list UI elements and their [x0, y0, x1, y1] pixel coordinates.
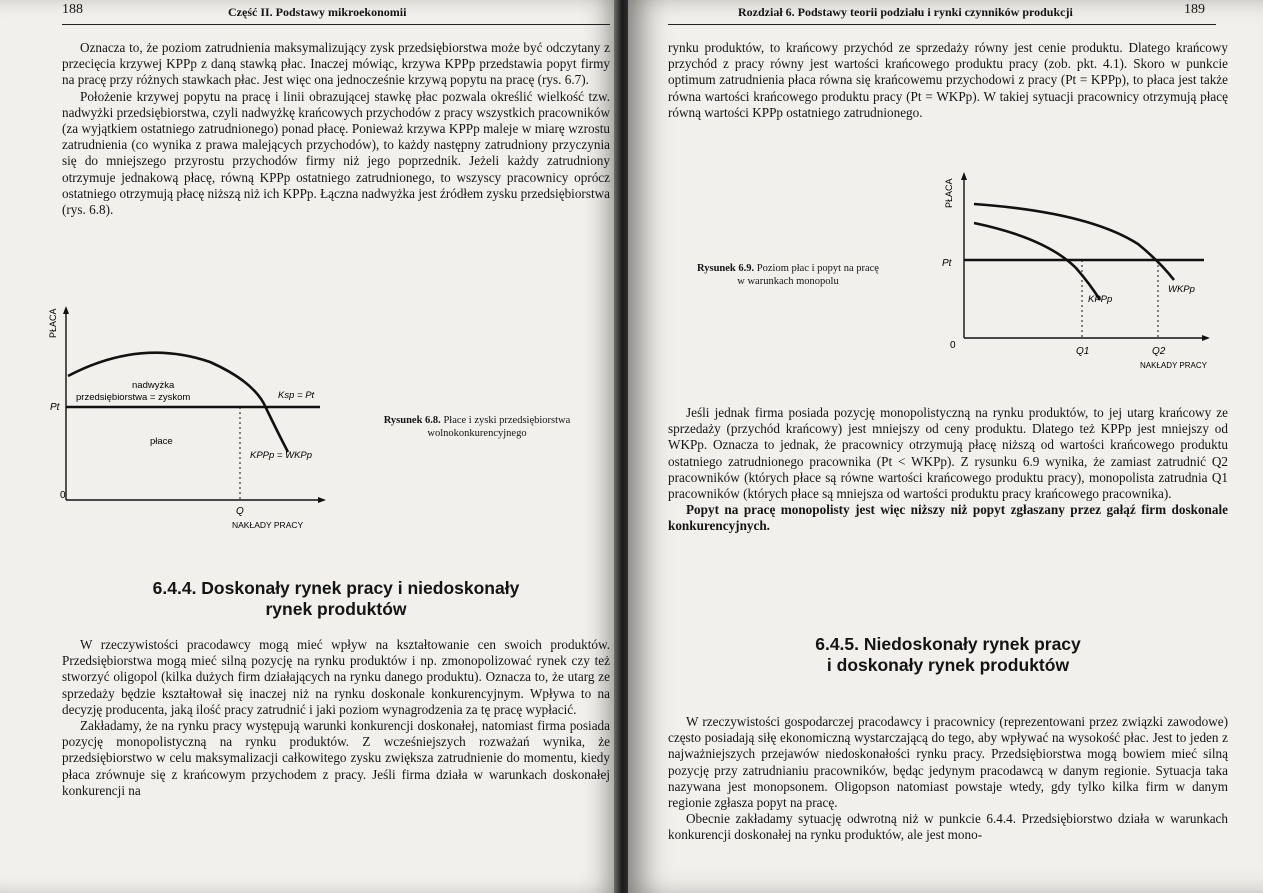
paragraph: Jeśli jednak firma posiada pozycję monopolistyczną na rynku produktów, to jej utarg krańcowy ze sprzedaży (przychód krańcowy) jest mniejszy od ceny produktu. Dlatego też KPPp jest mniejszy od WKPp. Oznacza to jednak, że pracownicy otrzymują płacę niższą od wartości krańcowego produktu ostatniego zatrudnionego pracownika (Pt < WKPp). Z rysunku 6.9 wynika, że zamiast zatrudnić Q2 pracowników (których płace są równe wartości krańcowego produktu pracy), monopolista zatrudnia Q1 pracowników (których płace są mniejsza od wartości produktu pracy krańcowego pracownika). [668, 405, 1228, 502]
q2-label: Q2 [1152, 346, 1166, 357]
wkp-label: WKPp [1168, 284, 1195, 295]
right-middle-text [668, 405, 1228, 535]
x-axis-label: NAKŁADY PRACY [232, 520, 304, 530]
paragraph: Zakładamy, że na rynku pracy występują warunki konkurencji doskonałej, natomiast firma posiada pozycję monopolistyczną na rynku produktów. Z wcześniejszych rozważań wynika, że przedsiębiorstwo w celu maksymalizacji całkowitego zysku zwiększa zatrudnienie do momentu, kiedy płaca zrównuje się z krańcowym przychodem z pracy. Jeśli firma działa w warunkach doskonałej konkurencji na [62, 718, 610, 798]
surplus-label-1: nadwyżka [132, 380, 175, 391]
right-bottom-text [668, 714, 1228, 844]
right-page [628, 0, 1263, 893]
left-page [0, 0, 618, 893]
heading-line2: rynek produktów [265, 599, 407, 619]
heading-line1: 6.4.4. Doskonały rynek pracy i niedoskonały [152, 578, 520, 598]
y-axis-label: PŁACA [944, 178, 954, 208]
paragraph: W rzeczywistości gospodarczej pracodawcy i pracownicy (reprezentowani przez związki zawodowe) często posiadają siłę ekonomiczną wystarczającą do tego, aby wpływać na wysokość płac. Jest to jeden z najważniejszych przejawów niedoskonałości rynku pracy. Przedsiębiorstwa mogą bowiem mieć silną pozycję przy zatrudnianiu pracowników, będąc jedynym pracodawcą w danym regionie. Sytuacja taka nazywana jest monopsonem. Oligopson natomiast powstaje wtedy, gdy tylko kilka firm w danym regionie zgłasza popyt na pracę. [668, 714, 1228, 811]
y-axis-label: PŁACA [48, 308, 58, 338]
kpp-label: KPPp [1088, 294, 1113, 305]
origin-label: 0 [60, 490, 66, 501]
figure-6-9-caption [658, 262, 918, 288]
right-page-number: 189 [1184, 2, 1205, 17]
left-running-head: Część II. Podstawy mikroekonomii [228, 5, 407, 19]
left-header-rule [62, 24, 610, 25]
figure-6-9 [928, 168, 1238, 378]
section-heading-6-4-5 [668, 634, 1228, 676]
paragraph-bold: Popyt na pracę monopolisty jest więc niższy niż popyt zgłaszany przez gałąź firm doskonale konkurencyjnych. [668, 502, 1228, 534]
wage-label: Pt [50, 402, 60, 413]
caption-line2: wolnokonkurencyjnego [427, 428, 527, 439]
right-header-rule [668, 24, 1216, 25]
origin-label: 0 [950, 340, 956, 351]
caption-line1: Poziom płac i popyt na pracę [756, 263, 879, 274]
paragraph: W rzeczywistości pracodawcy mogą mieć wpływ na kształtowanie cen swoich produktów. Przedsiębiorstwa mogą mieć silną pozycję na rynku produktów i np. zmonopolizować rynek czy też stworzyć oligopol (kilka dużych firm działających na rynku danego produktu). Oznacza to, że utarg ze sprzedaży będzie kształtował się inaczej niż na rynku doskonale konkurencyjnym. Wpływa to na decyzję producenta, jaką ilość pracy zatrudnić i jaki poziom wynagrodzenia za tę pracę wypłacić. [62, 637, 610, 717]
paragraph: Obecnie zakładamy sytuację odwrotną niż w punkcie 6.4.4. Przedsiębiorstwo działa w warunkach konkurencji doskonałej na rynku produktów, ale jest mono- [668, 811, 1228, 843]
paragraph: rynku produktów, to krańcowy przychód ze sprzedaży równy jest cenie produktu. Dlatego krańcowy przychód z pracy równy jest wartości krańcowego produktu pracy (zob. pkt. 4.1). Skoro w punkcie optimum zatrudnienia płaca równa się krańcowemu przychodowi z pracy (Pt = KPPp), to płaca jest także równa wartości krańcowego produktu pracy (Pt = WKPp). W takiej sytuacji pracownicy otrzymują płacę równą wartości KPPp ostatniego zatrudnionego. [668, 40, 1228, 120]
y-axis-arrow [961, 172, 967, 180]
caption-line1: Płace i zyski przedsiębiorstwa [443, 415, 571, 426]
left-bottom-text [62, 637, 610, 799]
figure-6-8 [40, 302, 340, 534]
figure-6-8-caption [342, 414, 612, 440]
heading-line1: 6.4.5. Niedoskonały rynek pracy [815, 634, 1081, 654]
wkp-curve [974, 204, 1174, 280]
caption-title: Rysunek 6.9. [697, 263, 755, 274]
x-axis-arrow [1202, 335, 1210, 341]
kpp-curve [974, 223, 1100, 300]
surplus-label-2: przedsiębiorstwa = zyskom [76, 392, 191, 403]
kpp-label: KPPp = WKPp [250, 450, 313, 461]
q1-label: Q1 [1076, 346, 1090, 357]
paragraph: Położenie krzywej popytu na pracę i linii obrazującej stawkę płac pozwala określić wielkość tzw. nadwyżki przedsiębiorstwa, czyli nadwyżkę krańcowych przychodów z pracy wszystkich pracowników (za wyjątkiem ostatniego zatrudnionego) ponad płacę. Ponieważ krzywa KPPp maleje w miarę wzrostu zatrudnienia (co wynika z prawa malejących przychodów), to każdy następny zatrudniony przyczynia się do mniejszego przyrostu przychodów firmy niż jego poprzednik. Jeżeli każdy zatrudniony otrzymuje jednakową płacę, równą KPPp ostatniego zatrudnionego, to wszyscy pracownicy oprócz ostatniego otrzymują płacę niższą niż ich KPPp. Łączna nadwyżka jest źródłem zysku przedsiębiorstwa (rys. 6.8). [62, 88, 610, 218]
wage-label: Pt [942, 258, 952, 269]
ksp-label: Ksp = Pt [278, 390, 315, 401]
right-running-head: Rozdział 6. Podstawy teorii podziału i rynki czynników produkcji [738, 5, 1073, 19]
wages-label: płace [150, 436, 173, 447]
q-label: Q [236, 506, 244, 517]
left-page-number: 188 [62, 2, 83, 17]
heading-line2: i doskonały rynek produktów [826, 655, 1070, 675]
y-axis-arrow [63, 306, 69, 314]
x-axis-arrow [318, 497, 326, 503]
x-axis-label: NAKŁADY PRACY [1140, 361, 1207, 370]
paragraph: Oznacza to, że poziom zatrudnienia maksymalizujący zysk przedsiębiorstwa może być odczytany z przecięcia krzywej KPPp z daną stawką płac. Inaczej mówiąc, krzywa KPPp przedstawia popyt firmy na pracę przy różnych stawkach płac. Jest więc ona jednocześnie krzywą popytu na pracę (rys. 6.7). [62, 40, 610, 88]
section-heading-6-4-4 [62, 578, 610, 620]
right-top-text [668, 40, 1228, 121]
caption-line2: w warunkach monopolu [737, 276, 839, 287]
left-top-text [62, 40, 610, 218]
caption-title: Rysunek 6.8. [383, 415, 441, 426]
